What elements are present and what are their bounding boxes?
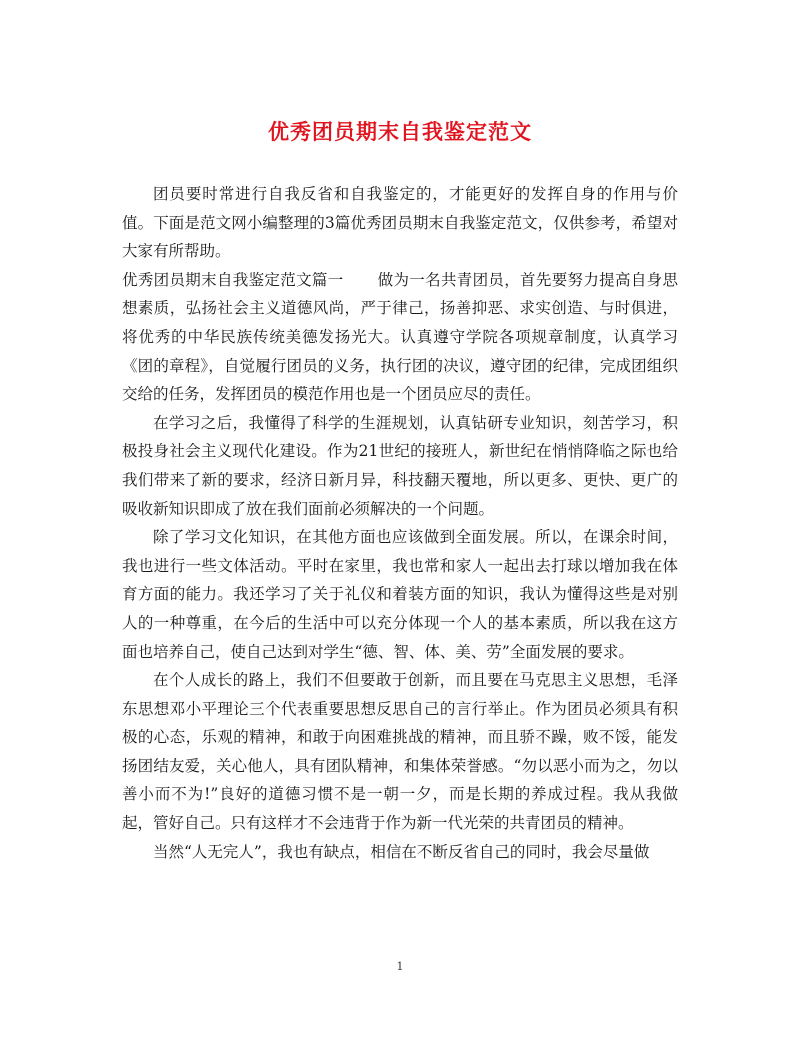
section-heading: 优秀团员期末自我鉴定范文篇一 bbox=[122, 270, 344, 289]
body-paragraph: 在个人成长的路上，我们不但要敢于创新，而且要在马克思主义思想，毛泽东思想邓小平理论三个代表重要思想反思自己的言行举止。作为团员必须具有积极的心态，乐观的精神，和敢于向困难挑战的精神，而且骄不躁，败不馁，能发扬团结友爱，关心他人，具有团队精神，和集体荣誉感。“勿以恶小而为之，勿以善小而不为!”良好的道德习惯不是一朝一夕，而是长期的养成过程。我从我做起，管好自己。只有这样才不会违背于作为新一代光荣的共青团员的精神。 bbox=[122, 671, 678, 833]
intro-paragraph: 团员要时常进行自我反省和自我鉴定的，才能更好的发挥自身的作用与价值。下面是范文网小编整理的3篇优秀团员期末自我鉴定范文，仅供参考，希望对大家有所帮助。 bbox=[122, 185, 678, 261]
body-paragraph: 当然“人无完人”，我也有缺点，相信在不断反省自己的同时，我会尽量做 bbox=[153, 842, 650, 861]
body-paragraph: 除了学习文化知识，在其他方面也应该做到全面发展。所以，在课余时间，我也进行一些文体活动。平时在家里，我也常和家人一起出去打球以增加我在体育方面的能力。我还学习了关于礼仪和着装方面的知识，我认为懂得这些是对别人的一种尊重，在今后的生活中可以充分体现一个人的基本素质，所以我在这方面也培养自己，使自己达到对学生“德、智、体、美、劳”全面发展的要求。 bbox=[122, 528, 678, 661]
document-title: 优秀团员期末自我鉴定范文 bbox=[268, 119, 532, 144]
section-first-text: 做为一名共青团员，首先要努力提高自身思想素质，弘扬社会主义道德风尚，严于律己，扬善抑恶、求实创造、与时俱进，将优秀的中华民族传统美德发扬光大。认真遵守学院各项规章制度，认真学习《团的章程》，自觉履行团员的义务，执行团的决议，遵守团的纪律，完成团组织交给的任务，发挥团员的模范作用也是一个团员应尽的责任。 bbox=[122, 270, 678, 404]
page-number: 1 bbox=[396, 960, 404, 973]
body-paragraph: 在学习之后，我懂得了科学的生涯规划，认真钻研专业知识，刻苦学习，积极投身社会主义现代化建设。作为21世纪的接班人，新世纪在悄悄降临之际也给我们带来了新的要求，经济日新月异，科技翻天覆地，所以更多、更快、更广的吸收新知识即成了放在我们面前必须解决的一个问题。 bbox=[122, 413, 678, 518]
document-body bbox=[122, 180, 678, 866]
section-first-paragraph bbox=[122, 266, 678, 409]
